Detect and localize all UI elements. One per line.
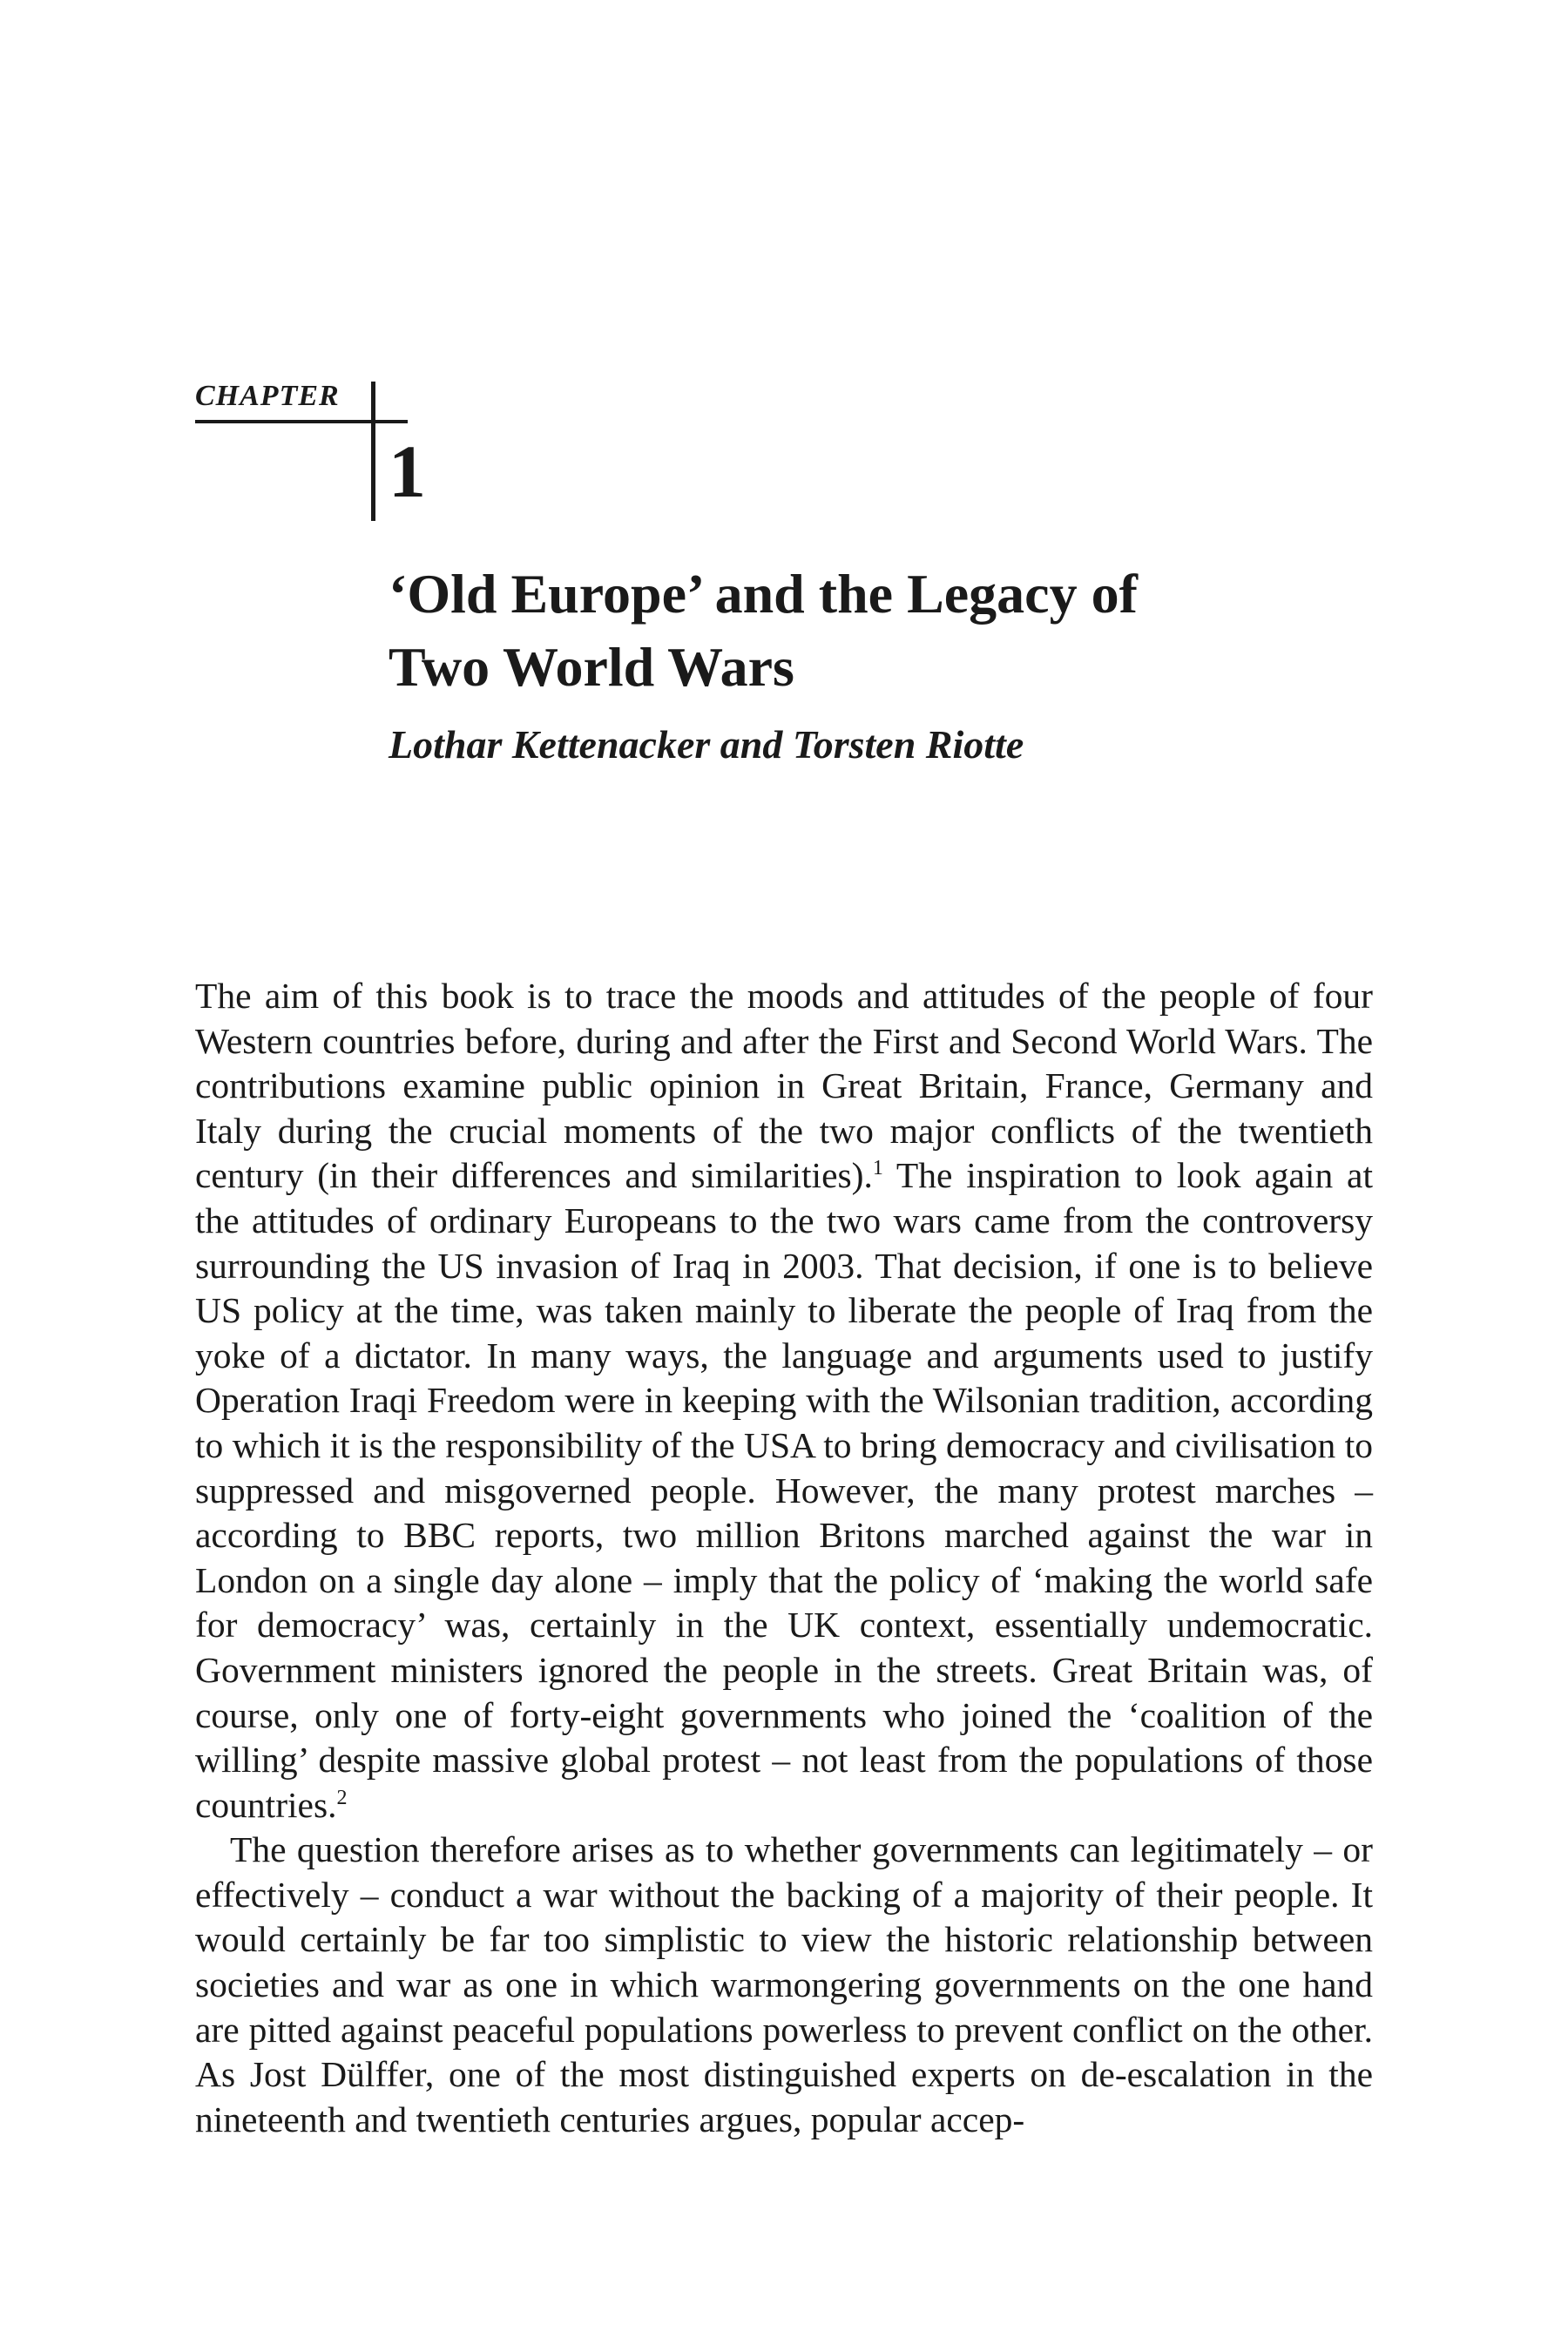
paragraph-1-part-1: The aim of this book is to trace the moods and attitudes of the people of four Western countries before, during and after the First and Second World Wars. The contributions examine public opinion in Great Britain, France, Germany and Italy during the crucial moments of the two major conflicts of the twentieth century (in their differences and similarities).: [195, 976, 1373, 1196]
chapter-vertical-rule: [371, 382, 375, 521]
chapter-authors: Lothar Kettenacker and Torsten Riotte: [389, 722, 1024, 767]
chapter-horizontal-rule: [195, 420, 408, 423]
footnote-reference-2[interactable]: 2: [336, 1786, 348, 1809]
footnote-reference-1[interactable]: 1: [872, 1157, 883, 1180]
chapter-label: CHAPTER: [195, 380, 340, 412]
chapter-title: [389, 558, 1347, 704]
chapter-title-line-2: Two World Wars: [389, 636, 794, 698]
paragraph-1: [195, 974, 1373, 1828]
paragraph-1-part-2: The inspiration to look again at the attitudes of ordinary Europeans to the two wars came from the controversy surrounding the US invasion of Iraq in 2003. That decision, if one is to believe US policy at the time, was taken mainly to liberate the people of Iraq from the yoke of a dictator. In many ways, the language and arguments used to justify Operation Iraqi Freedom were in keeping with the Wilsonian tradition, according to which it is the responsibility of the USA to bring democracy and civilisation to suppressed and misgoverned people. However, the many protest marches – according to BBC reports, two million Britons marched against the war in London on a single day alone – imply that the policy of ‘making the world safe for democracy’ was, certainly in the UK context, essentially undemocratic. Government ministers ignored the people in the streets. Great Britain was, of course, only one of forty-eight governments who joined the ‘coalition of the willing’ despite massive global protest – not least from the populations of those countries.: [195, 1155, 1373, 1825]
body-text: [195, 974, 1373, 2142]
chapter-title-line-1: ‘Old Europe’ and the Legacy of: [389, 563, 1138, 625]
chapter-number: 1: [389, 429, 426, 513]
paragraph-2: The question therefore arises as to whether governments can legitimately – or effectively – conduct a war without the backing of a majority of their people. It would certainly be far too simplistic to view the historic relationship between societies and war as one in which warmongering governments on the one hand are pitted against peaceful populations powerless to prevent conflict on the other. As Jost Dülffer, one of the most distinguished experts on de-escalation in the nineteenth and twentieth centuries argues, popular accep-: [195, 1829, 1373, 2139]
